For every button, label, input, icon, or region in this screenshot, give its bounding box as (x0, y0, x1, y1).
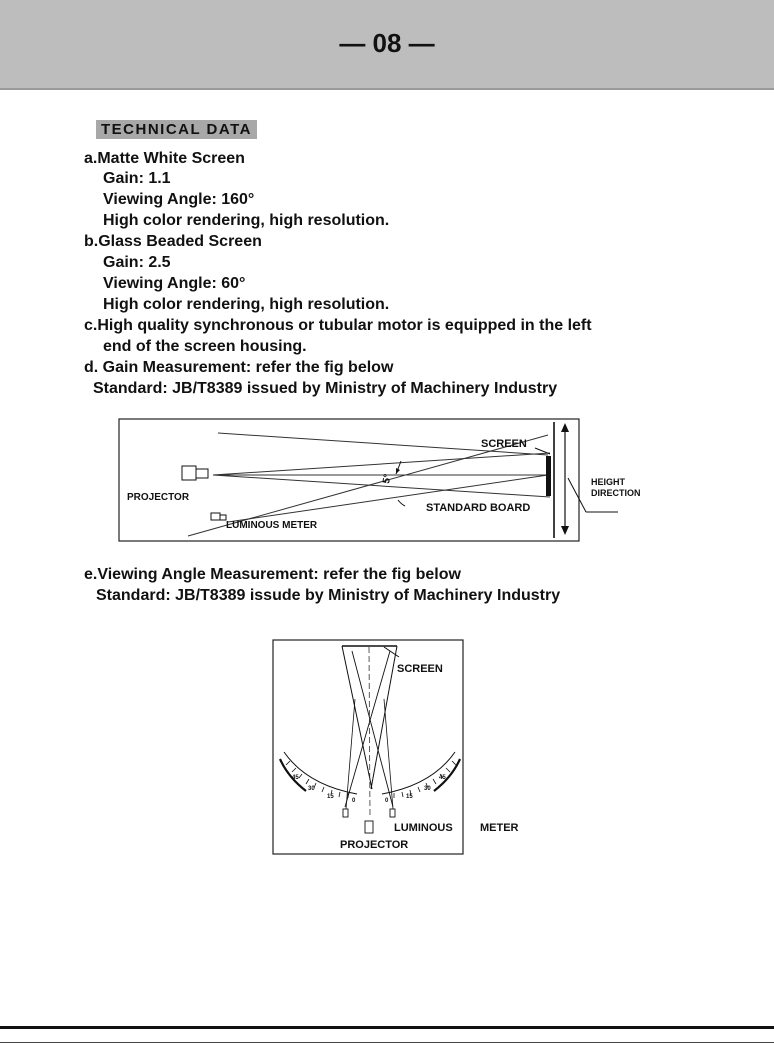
fig2-scale-left-45: 45 (292, 775, 299, 781)
fig2-meter-label: METER (480, 822, 519, 834)
page-number: — 08 — (339, 28, 435, 58)
footer-rule-thin (0, 1042, 774, 1043)
gain-measurement-figure (118, 418, 658, 543)
fig2-screen-label: SCREEN (397, 663, 443, 675)
viewing-angle-figure (272, 639, 532, 857)
item-d-heading: d. Gain Measurement: refer the fig below (84, 359, 394, 376)
item-c-line1: c.High quality synchronous or tubular motor is equipped in the left (84, 317, 592, 334)
fig1-standard-board-label: STANDARD BOARD (426, 502, 531, 514)
fig1-height-label: HEIGHT (591, 477, 626, 487)
fig2-scale-right-30: 30 (424, 786, 431, 792)
item-b-viewing-angle: Viewing Angle: 60° (103, 275, 246, 292)
fig1-screen-label: SCREEN (481, 438, 527, 450)
fig2-scale-left-0: 0 (352, 798, 356, 804)
item-a-gain: Gain: 1.1 (103, 170, 171, 187)
section-title: TECHNICAL DATA (96, 120, 257, 139)
item-a-rendering: High color rendering, high resolution. (103, 212, 390, 229)
item-b-rendering: High color rendering, high resolution. (103, 296, 390, 313)
item-d-standard: Standard: JB/T8389 issued by Ministry of Machinery Industry (93, 380, 558, 397)
fig2-scale-right-45: 45 (439, 775, 446, 781)
item-a-heading: a.Matte White Screen (84, 150, 245, 167)
fig2-scale-right-0: 0 (385, 798, 389, 804)
fig1-luminous-meter-label: LUMINOUS METER (226, 520, 318, 531)
item-b-gain: Gain: 2.5 (103, 254, 171, 271)
fig1-direction-label: DIRECTION (591, 488, 641, 498)
item-e-standard: Standard: JB/T8389 issude by Ministry of Machinery Industry (96, 587, 561, 604)
item-a-viewing-angle: Viewing Angle: 160° (103, 191, 255, 208)
footer-rule (0, 1026, 774, 1029)
item-b-heading: b.Glass Beaded Screen (84, 233, 262, 250)
fig2-luminous-label: LUMINOUS (394, 822, 453, 834)
fig2-projector-label: PROJECTOR (340, 839, 409, 851)
item-e-heading: e.Viewing Angle Measurement: refer the fig below (84, 566, 461, 583)
fig2-scale-left-30: 30 (308, 786, 315, 792)
fig2-scale-left-15: 15 (327, 794, 334, 800)
item-c-line2: end of the screen housing. (103, 338, 307, 355)
fig1-angle-label: 5° (381, 473, 394, 485)
fig2-scale-right-15: 15 (406, 794, 413, 800)
fig1-projector-label: PROJECTOR (127, 492, 190, 503)
